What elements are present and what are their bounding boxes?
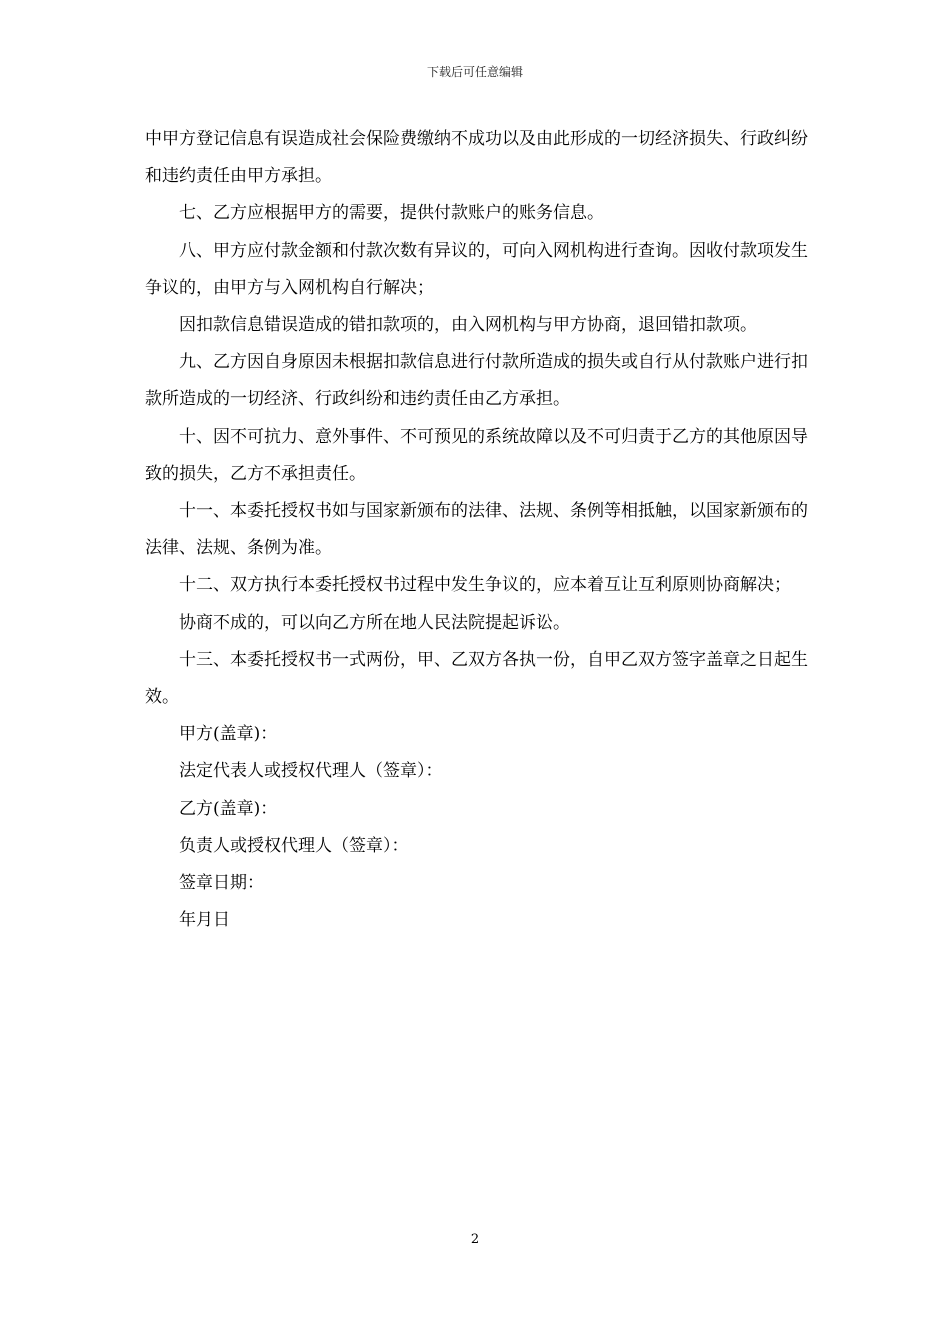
page-header: 下载后可任意编辑 — [426, 65, 523, 79]
page-number: 2 — [470, 1232, 480, 1247]
paragraph-clause-12: 十二、双方执行本委托授权书过程中发生争议的，应本着互让互利原则协商解决； — [179, 575, 791, 596]
signature-legal-representative: 法定代表人或授权代理人（签章）： — [179, 761, 443, 782]
paragraph-clause-13: 十三、本委托授权书一式两份，甲、乙双方各执一份，自甲乙双方签字盖章之日起生效。 — [145, 649, 808, 708]
paragraph-clause-7: 七、乙方应根据甲方的需要，提供付款账户的账务信息。 — [179, 203, 604, 224]
paragraph-clause-11: 十一、本委托授权书如与国家新颁布的法律、法规、条例等相抵触，以国家新颁布的法律、法规、条例为准。 — [145, 501, 808, 559]
paragraph-continuation: 中甲方登记信息有误造成社会保险费缴纳不成功以及由此形成的一切经济损失、行政纠纷和违约责任由甲方承担。 — [145, 129, 808, 187]
signature-date-value: 年月日 — [179, 910, 230, 931]
document-body — [145, 121, 808, 939]
paragraph-clause-8: 八、甲方应付款金额和付款次数有异议的，可向入网机构进行查询。因收付款项发生争议的，由甲方与入网机构自行解决； — [145, 240, 808, 298]
paragraph-clause-9: 九、乙方因自身原因未根据扣款信息进行付款所造成的损失或自行从付款账户进行扣款所造成的一切经济、行政纠纷和违约责任由乙方承担。 — [145, 352, 808, 410]
paragraph-clause-8-detail: 因扣款信息错误造成的错扣款项的，由入网机构与甲方协商，退回错扣款项。 — [179, 315, 757, 336]
signature-party-b: 乙方(盖章)： — [179, 798, 278, 819]
signature-date-label: 签章日期： — [179, 873, 264, 894]
signature-party-a: 甲方(盖章)： — [179, 724, 278, 745]
signature-responsible-person: 负责人或授权代理人（签章）： — [179, 835, 409, 856]
paragraph-clause-12-detail: 协商不成的，可以向乙方所在地人民法院提起诉讼。 — [179, 612, 570, 633]
paragraph-clause-10: 十、因不可抗力、意外事件、不可预见的系统故障以及不可归责于乙方的其他原因导致的损失，乙方不承担责任。 — [145, 426, 808, 484]
